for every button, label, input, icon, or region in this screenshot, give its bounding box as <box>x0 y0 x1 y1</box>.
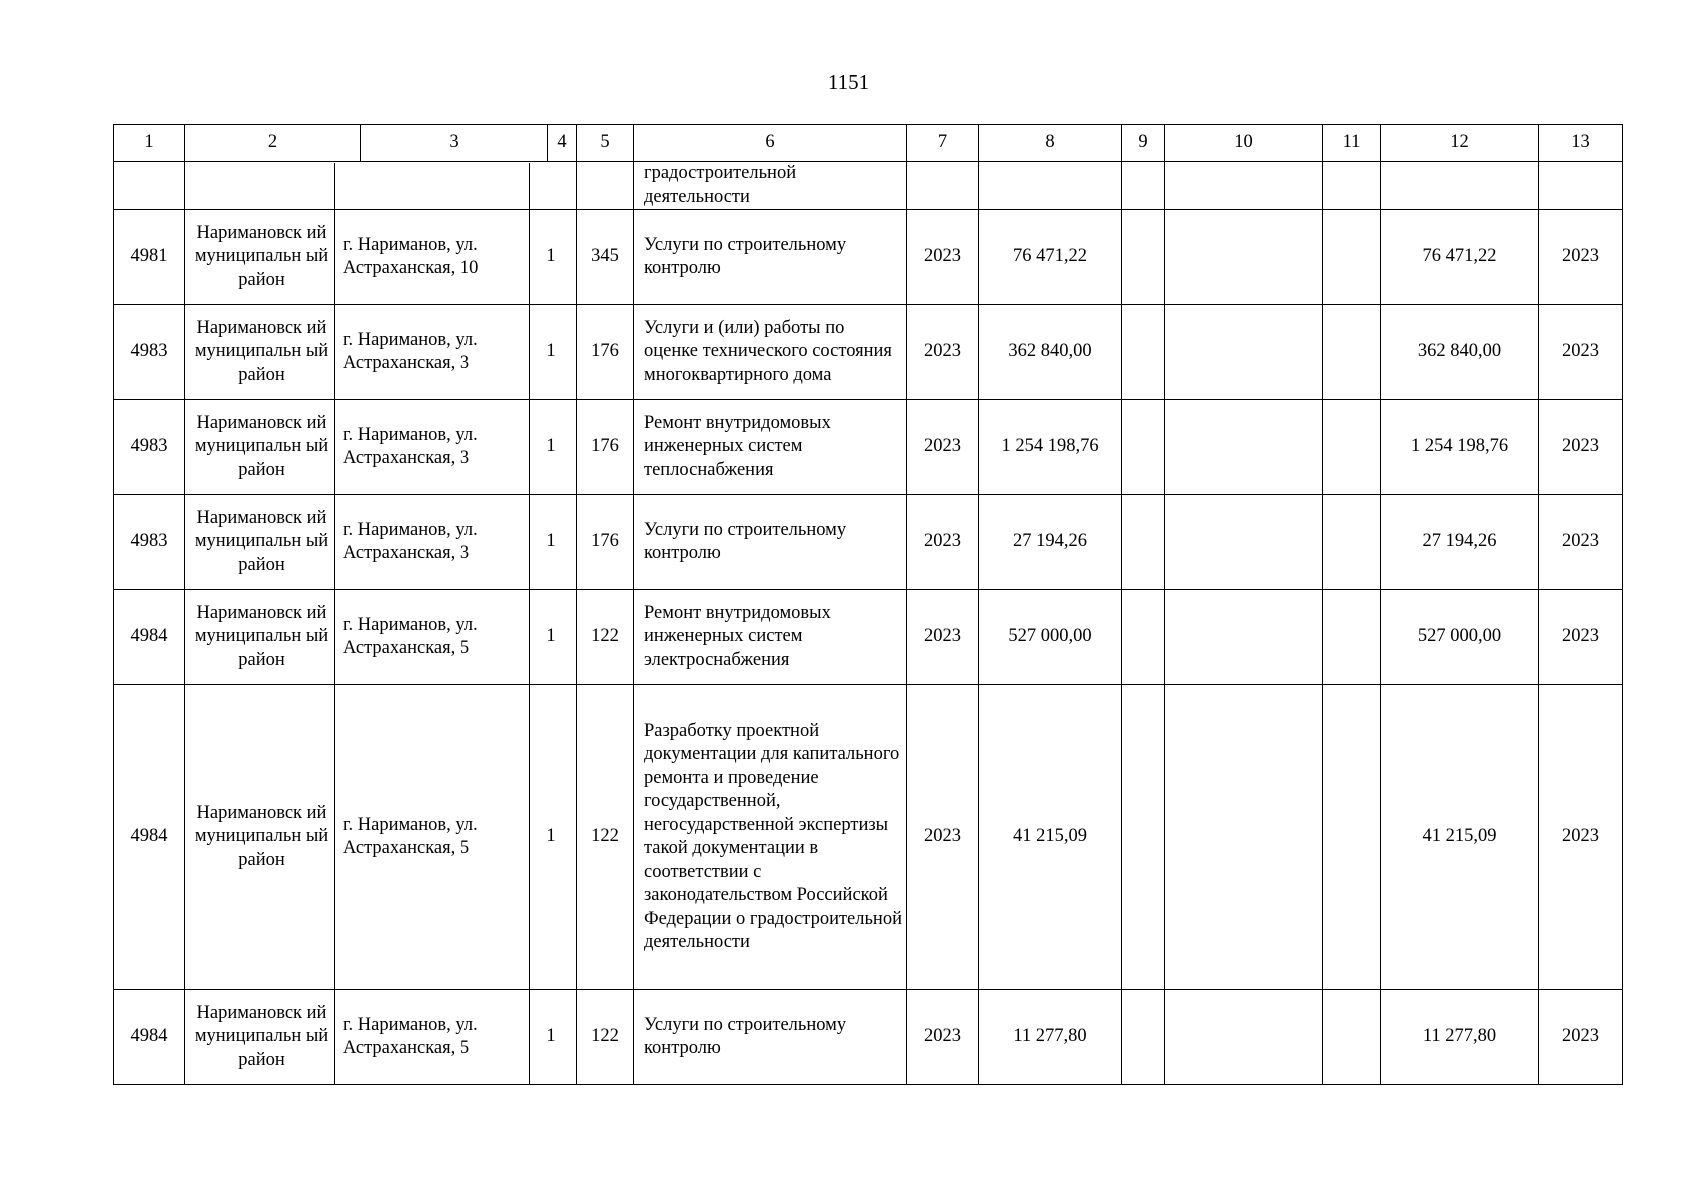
column-4-value: 1 <box>529 685 572 989</box>
cost-value: 41 215,09 <box>979 685 1122 990</box>
municipal-area: Наримановск ий муниципальн ый район <box>189 990 335 1084</box>
column-11-value <box>1323 400 1381 495</box>
building-address: г. Нариманов, ул. Астраханская, 3 <box>343 519 478 563</box>
end-year: 2023 <box>1539 990 1623 1085</box>
table-row <box>114 990 1623 1085</box>
end-year: 2023 <box>1539 210 1623 305</box>
column-header: 7 <box>907 125 979 162</box>
column-11-value <box>1323 305 1381 400</box>
column-9-value <box>1122 210 1165 305</box>
column-10-value <box>1165 990 1323 1085</box>
column-header: 8 <box>979 125 1122 162</box>
capital-repair-table <box>113 124 1623 1085</box>
building-address: г. Нариманов, ул. Астраханская, 3 <box>343 424 478 468</box>
work-year: 2023 <box>907 685 979 990</box>
column-header: 13 <box>1539 125 1623 162</box>
building-address: г. Нариманов, ул. Астраханская, 5 <box>343 814 478 858</box>
row-id: 4983 <box>114 305 185 400</box>
work-year: 2023 <box>907 400 979 495</box>
column-10-value <box>1165 400 1323 495</box>
column-9-value <box>1122 305 1165 400</box>
page-number: 1151 <box>827 70 870 94</box>
column-5-value: 122 <box>577 685 634 990</box>
building-address: г. Нариманов, ул. Астраханская, 10 <box>343 234 479 278</box>
building-address: г. Нариманов, ул. Астраханская, 5 <box>343 1014 478 1058</box>
column-10-value <box>1165 495 1323 590</box>
column-header: 3 <box>361 125 548 162</box>
table-row <box>114 210 1623 305</box>
column-4-value: 1 <box>529 400 572 494</box>
column-10-value <box>1165 685 1323 990</box>
cost-value: 362 840,00 <box>979 305 1122 400</box>
column-5-value: 176 <box>577 400 634 495</box>
work-description: Услуги и (или) работы по оценке технического состояния многоквартирного дома <box>634 305 907 400</box>
total-value: 11 277,80 <box>1381 990 1539 1085</box>
municipal-area: Наримановск ий муниципальн ый район <box>189 210 335 304</box>
column-header: 2 <box>185 125 361 162</box>
work-description: Услуги по строительному контролю <box>634 210 907 305</box>
continuation-row <box>114 162 1623 210</box>
cost-value: 27 194,26 <box>979 495 1122 590</box>
table-row <box>114 305 1623 400</box>
column-header: 11 <box>1323 125 1381 162</box>
column-9-value <box>1122 990 1165 1085</box>
municipal-area: Наримановск ий муниципальн ый район <box>189 495 335 589</box>
column-5-value: 176 <box>577 305 634 400</box>
cost-value: 76 471,22 <box>979 210 1122 305</box>
total-value: 41 215,09 <box>1381 685 1539 990</box>
table-row <box>114 590 1623 685</box>
work-description: Ремонт внутридомовых инженерных систем электроснабжения <box>634 590 907 685</box>
column-4-value: 1 <box>529 495 572 589</box>
column-11-value <box>1323 590 1381 685</box>
column-4-value: 1 <box>529 210 572 304</box>
column-header: 10 <box>1165 125 1323 162</box>
total-value: 362 840,00 <box>1381 305 1539 400</box>
column-header: 4 <box>548 125 577 162</box>
building-address: г. Нариманов, ул. Астраханская, 3 <box>343 329 478 373</box>
table-row <box>114 400 1623 495</box>
work-description: Ремонт внутридомовых инженерных систем теплоснабжения <box>634 400 907 495</box>
end-year: 2023 <box>1539 305 1623 400</box>
row-id: 4984 <box>114 590 185 685</box>
end-year: 2023 <box>1539 685 1623 990</box>
column-11-value <box>1323 210 1381 305</box>
work-year: 2023 <box>907 210 979 305</box>
end-year: 2023 <box>1539 495 1623 590</box>
column-header: 12 <box>1381 125 1539 162</box>
column-9-value <box>1122 495 1165 590</box>
cost-value: 527 000,00 <box>979 590 1122 685</box>
column-4-value: 1 <box>529 590 572 684</box>
column-5-value: 122 <box>577 590 634 685</box>
municipal-area: Наримановск ий муниципальн ый район <box>189 305 335 399</box>
column-header: 5 <box>577 125 634 162</box>
column-header: 6 <box>634 125 907 162</box>
row-id: 4983 <box>114 400 185 495</box>
row-id: 4983 <box>114 495 185 590</box>
municipal-area: Наримановск ий муниципальн ый район <box>189 400 335 494</box>
cost-value: 11 277,80 <box>979 990 1122 1085</box>
building-address: г. Нариманов, ул. Астраханская, 5 <box>343 614 478 658</box>
column-10-value <box>1165 210 1323 305</box>
municipal-area: Наримановск ий муниципальн ый район <box>189 685 335 989</box>
row-id: 4984 <box>114 990 185 1085</box>
work-description: Разработку проектной документации для капитального ремонта и проведение государственной, негосударственной экспертизы такой документации в соответствии с законодательством Российской Федерации о градостроительной деятельности <box>634 685 907 990</box>
total-value: 527 000,00 <box>1381 590 1539 685</box>
total-value: 27 194,26 <box>1381 495 1539 590</box>
work-description: Услуги по строительному контролю <box>634 495 907 590</box>
column-number-header-row <box>114 125 1623 162</box>
total-value: 76 471,22 <box>1381 210 1539 305</box>
work-year: 2023 <box>907 590 979 685</box>
end-year: 2023 <box>1539 590 1623 685</box>
column-5-value: 122 <box>577 990 634 1085</box>
column-5-value: 345 <box>577 210 634 305</box>
column-header: 1 <box>114 125 185 162</box>
total-value: 1 254 198,76 <box>1381 400 1539 495</box>
column-9-value <box>1122 590 1165 685</box>
work-year: 2023 <box>907 990 979 1085</box>
work-description: Услуги по строительному контролю <box>634 990 907 1085</box>
column-5-value: 176 <box>577 495 634 590</box>
column-4-value: 1 <box>529 990 572 1084</box>
column-9-value <box>1122 685 1165 990</box>
column-11-value <box>1323 495 1381 590</box>
municipal-area: Наримановск ий муниципальн ый район <box>189 590 335 684</box>
work-year: 2023 <box>907 305 979 400</box>
work-description: градостроительной деятельности <box>634 162 907 210</box>
table-row <box>114 685 1623 990</box>
column-9-value <box>1122 400 1165 495</box>
column-10-value <box>1165 590 1323 685</box>
cost-value: 1 254 198,76 <box>979 400 1122 495</box>
work-year: 2023 <box>907 495 979 590</box>
column-11-value <box>1323 685 1381 990</box>
table-row <box>114 495 1623 590</box>
column-10-value <box>1165 305 1323 400</box>
row-id: 4984 <box>114 685 185 990</box>
row-id: 4981 <box>114 210 185 305</box>
column-header: 9 <box>1122 125 1165 162</box>
end-year: 2023 <box>1539 400 1623 495</box>
column-11-value <box>1323 990 1381 1085</box>
column-4-value: 1 <box>529 305 572 399</box>
